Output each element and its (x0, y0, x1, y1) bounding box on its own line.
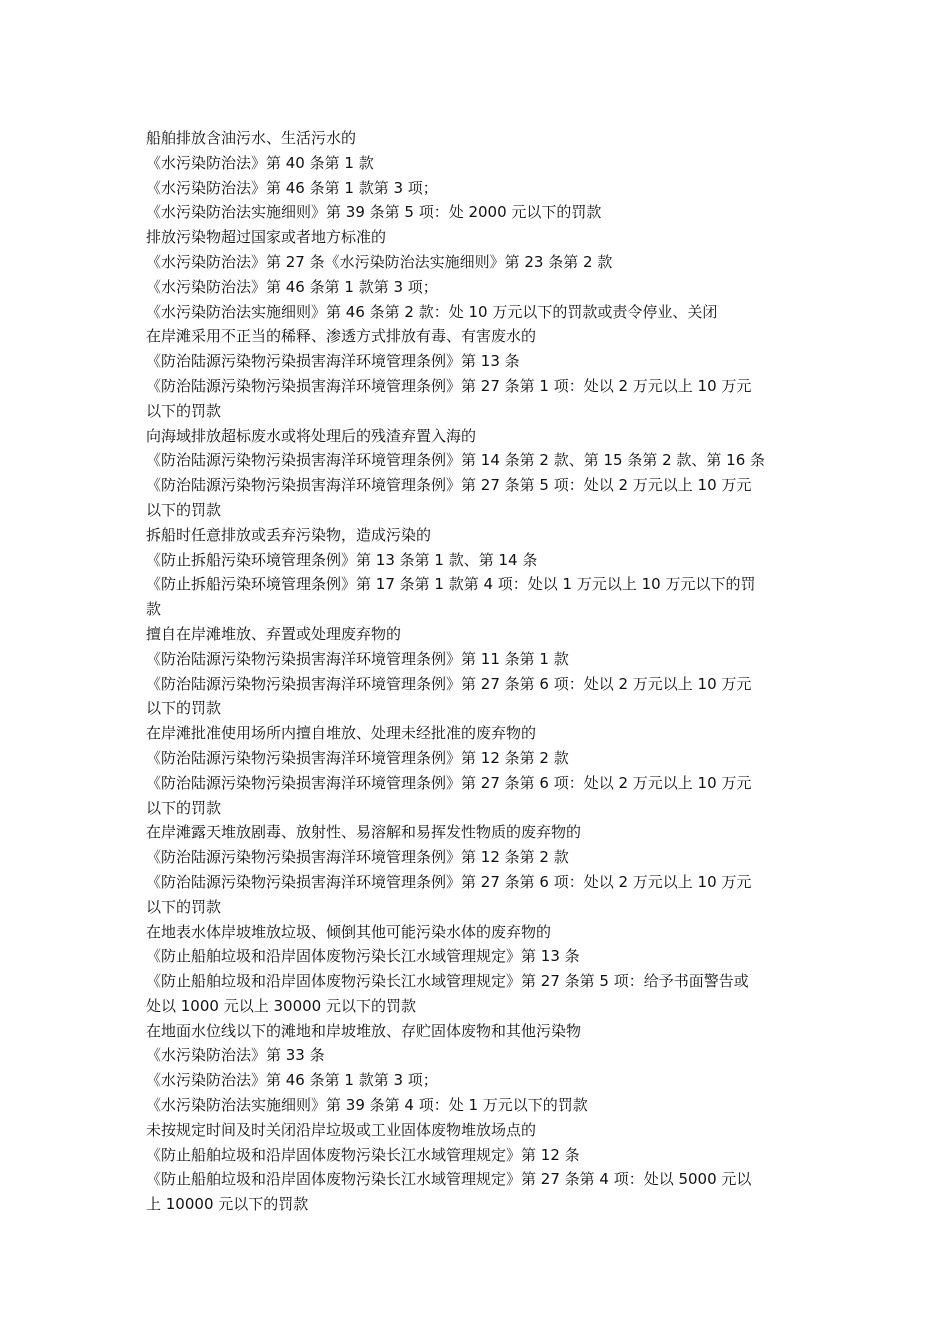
text-line: 《水污染防治法》第 46 条第 1 款第 3 项； (146, 178, 438, 197)
text-line: 《防治陆源污染物污染损害海洋环境管理条例》第 27 条第 1 项：处以 2 万元以上 10 万元 (146, 376, 752, 395)
text-line: 擅自在岸滩堆放、弃置或处理废弃物的 (146, 624, 402, 643)
text-line: 《防止船舶垃圾和沿岸固体废物污染长江水域管理规定》第 13 条 (146, 947, 580, 966)
text-line: 拆船时任意排放或丢弃污染物，造成污染的 (146, 525, 432, 544)
text-line: 《防治陆源污染物污染损害海洋环境管理条例》第 12 条第 2 款 (146, 748, 569, 767)
text-line: 《防止船舶垃圾和沿岸固体废物污染长江水域管理规定》第 27 条第 4 项：处以 5000 元以 (146, 1170, 752, 1189)
text-line: 以下的罚款 (146, 897, 222, 916)
text-line: 以下的罚款 (146, 500, 222, 519)
text-line: 《水污染防治法》第 27 条《水污染防治法实施细则》第 23 条第 2 款 (146, 252, 613, 271)
text-line: 《水污染防治法实施细则》第 46 条第 2 款：处 10 万元以下的罚款或责令停业、关闭 (146, 302, 718, 321)
text-line: 《防治陆源污染物污染损害海洋环境管理条例》第 12 条第 2 款 (146, 848, 569, 867)
text-line: 《防止拆船污染环境管理条例》第 17 条第 1 款第 4 项：处以 1 万元以上 10 万元以下的罚 (146, 575, 756, 594)
text-line: 《水污染防治法》第 40 条第 1 款 (146, 153, 374, 172)
text-line: 上 10000 元以下的罚款 (146, 1195, 309, 1214)
text-line: 以下的罚款 (146, 401, 222, 420)
text-line: 《防止拆船污染环境管理条例》第 13 条第 1 款、第 14 条 (146, 550, 538, 569)
text-line: 在岸滩露天堆放剧毒、放射性、易溶解和易挥发性物质的废弃物的 (146, 823, 582, 842)
text-line: 款 (146, 600, 162, 619)
text-line: 向海域排放超标废水或将处理后的残渣弃置入海的 (146, 426, 477, 445)
text-line: 《防治陆源污染物污染损害海洋环境管理条例》第 11 条第 1 款 (146, 649, 569, 668)
text-line: 《水污染防治法》第 46 条第 1 款第 3 项； (146, 1071, 438, 1090)
text-line: 《水污染防治法实施细则》第 39 条第 4 项：处 1 万元以下的罚款 (146, 1096, 588, 1115)
text-line: 《防治陆源污染物污染损害海洋环境管理条例》第 13 条 (146, 352, 520, 371)
text-line: 处以 1000 元以上 30000 元以下的罚款 (146, 996, 416, 1015)
text-line: 《防治陆源污染物污染损害海洋环境管理条例》第 27 条第 5 项：处以 2 万元以上 10 万元 (146, 476, 752, 495)
text-line: 《防治陆源污染物污染损害海洋环境管理条例》第 27 条第 6 项：处以 2 万元以上 10 万元 (146, 872, 752, 891)
text-line: 《防治陆源污染物污染损害海洋环境管理条例》第 27 条第 6 项：处以 2 万元以上 10 万元 (146, 674, 752, 693)
text-line: 在岸滩采用不正当的稀释、渗透方式排放有毒、有害废水的 (146, 327, 537, 346)
text-line: 在地面水位线以下的滩地和岸坡堆放、存贮固体废物和其他污染物 (146, 1021, 582, 1040)
text-line: 《防止船舶垃圾和沿岸固体废物污染长江水域管理规定》第 27 条第 5 项：给予书面警告或 (146, 972, 749, 991)
text-line: 《防治陆源污染物污染损害海洋环境管理条例》第 27 条第 6 项：处以 2 万元以上 10 万元 (146, 773, 752, 792)
text-line: 《水污染防治法》第 33 条 (146, 1046, 325, 1065)
text-line: 未按规定时间及时关闭沿岸垃圾或工业固体废物堆放场点的 (146, 1120, 537, 1139)
text-line: 《防止船舶垃圾和沿岸固体废物污染长江水域管理规定》第 12 条 (146, 1145, 580, 1164)
text-line: 排放污染物超过国家或者地方标准的 (146, 228, 387, 247)
text-line: 船舶排放含油污水、生活污水的 (146, 129, 357, 147)
text-line: 以下的罚款 (146, 699, 222, 718)
document-body (146, 126, 806, 1217)
text-line: 《防治陆源污染物污染损害海洋环境管理条例》第 14 条第 2 款、第 15 条第 2 款、第 16 条 (146, 451, 766, 470)
text-line: 在地表水体岸坡堆放垃圾、倾倒其他可能污染水体的废弃物的 (146, 922, 552, 941)
text-line: 在岸滩批准使用场所内擅自堆放、处理未经批准的废弃物的 (146, 724, 537, 743)
text-line: 以下的罚款 (146, 798, 222, 817)
text-line: 《水污染防治法》第 46 条第 1 款第 3 项； (146, 277, 438, 296)
text-line: 《水污染防治法实施细则》第 39 条第 5 项：处 2000 元以下的罚款 (146, 203, 602, 222)
